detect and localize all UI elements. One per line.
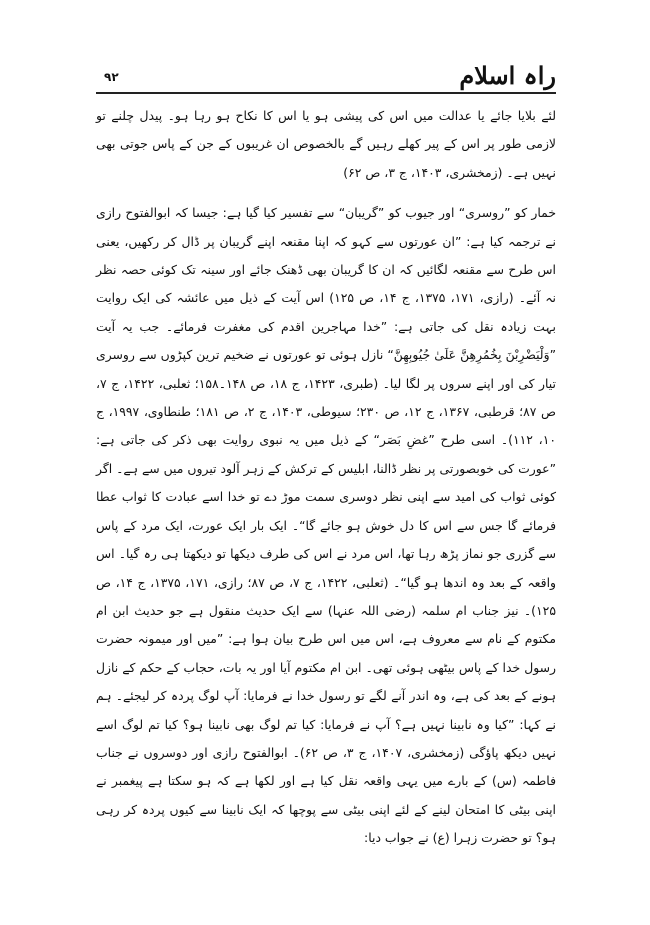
header-divider (96, 92, 556, 94)
paragraph-1: لئے بلایا جائے یا عدالت میں اس کی پیشی ہو یا اس کا نکاح ہو رہا ہو۔ پیدل چلنے تو لازمی طور پر اس کے پیر کھلے رہیں گے بالخصوص ان غریبوں کے جن کے پاس جوتی بھی نہیں ہے۔ (زمخشری، ۱۴۰۳، ج ۳، ص ۶۲) (96, 108, 556, 180)
body-text (96, 102, 556, 853)
page-number: ۹۲ (104, 70, 119, 84)
running-header (96, 62, 556, 92)
paragraph-2: خمار کو ”روسری“ اور جیوب کو ”گریبان“ سے تفسیر کیا گیا ہے: جیسا کہ ابوالفتوح رازی نے ترجمہ کیا ہے: ”ان عورتوں سے کہو کہ اپنا مقنعہ اپنے گریبان پر ڈال کر رکھیں، یعنی اس طرح سے مقنعہ لگائیں کہ ان کا گریبان بھی ڈھنک جائے اور سینہ تک کوئی حصہ نظر نہ آئے۔ (رازی، ۱۷۱، ۱۳۷۵، ج ۱۴، ص ۱۲۵) اس آیت کے ذیل میں عائشہ کی ایک روایت بہت زیادہ نقل کی جاتی ہے: ”خدا مہاجرین اقدم کی مغفرت فرمائے۔ جب یہ آیت ”وَلْيَضْرِبْنَ بِخُمُرِهِنَّ عَلَىٰ جُيُوبِهِنَّ“ نازل ہوئی تو عورتوں نے ضخیم ترین کپڑوں سے روسری تیار کی اور اپنے سروں پر لگا لیا۔ (طبری، ۱۴۲۳، ج ۱۸، ص ۱۴۸۔۱۵۸؛ ثعلبی، ۱۴۲۲، ج ۷، ص ۸۷؛ قرطبی، ۱۳۶۷، ج ۱۲، ص ۲۳۰؛ سیوطی، ۱۴۰۳، ج ۲، ص ۱۸۱؛ طنطاوی، ۱۹۹۷، ج ۱۰، ۱۱۲)۔ اسی طرح ”غضِ بَصَر“ کے ذیل میں یہ نبوی روایت بھی ذکر کی جاتی ہے: ”عورت کی خوبصورتی پر نظر ڈالنا، ابلیس کے ترکش کے زہر آلود تیروں میں سے ہے۔ اگر کوئی ثواب کی امید سے اپنی نظر دوسری سمت موڑ دے تو خدا اسے عبادت کا ثواب عطا فرمائے گا جس سے اس کا دل خوش ہو جائے گا“۔ ایک بار ایک عورت، ایک مرد کے پاس سے گزری جو نماز پڑھ رہا تھا، اس مرد نے اس کی طرف دیکھا تو دیکھتا ہی رہ گیا۔ اس واقعہ کے بعد وہ اندھا ہو گیا“۔ (ثعلبی، ۱۴۲۲، ج ۷، ص ۸۷؛ رازی، ۱۷۱، ۱۳۷۵، ج ۱۴، ص ۱۲۵)۔ نیز جناب ام سلمہ (رضی اللہ عنہا) سے ایک حدیث منقول ہے جو حدیث ابن ام مکتوم کے نام سے معروف ہے، اس میں اس طرح بیان ہوا ہے: ”میں اور میمونہ حضرت رسول خدا کے پاس بیٹھی ہوئی تھی۔ ابن ام مکتوم آیا اور یہ بات، حجاب کے حکم کے نازل ہونے کے بعد کی ہے، وہ اندر آنے لگے تو رسول خدا نے فرمایا: آپ لوگ پردہ کر لیجئے۔ ہم نے کہا: ”کیا وہ نابینا نہیں ہے؟ آپ نے فرمایا: کیا تم لوگ بھی نابینا ہو؟ کیا تم لوگ اسے نہیں دیکھ پاؤگی (زمخشری، ۱۴۰۷، ج ۳، ص ۶۲)۔ ابوالفتوح رازی اور دوسروں نے جناب فاطمہ (س) کے بارے میں یہی واقعہ نقل کیا ہے اور لکھا ہے کہ ہو سکتا ہے پیغمبر نے اپنی بیٹی کا امتحان لینے کے لئے اپنی بیٹی سے پوچھا کہ ایک نابینا سے کیوں پردہ کر رہی ہو؟ تو حضرت زہرا (ع) نے جواب دیا: (96, 205, 557, 846)
book-title: راہ اسلام (459, 61, 556, 90)
